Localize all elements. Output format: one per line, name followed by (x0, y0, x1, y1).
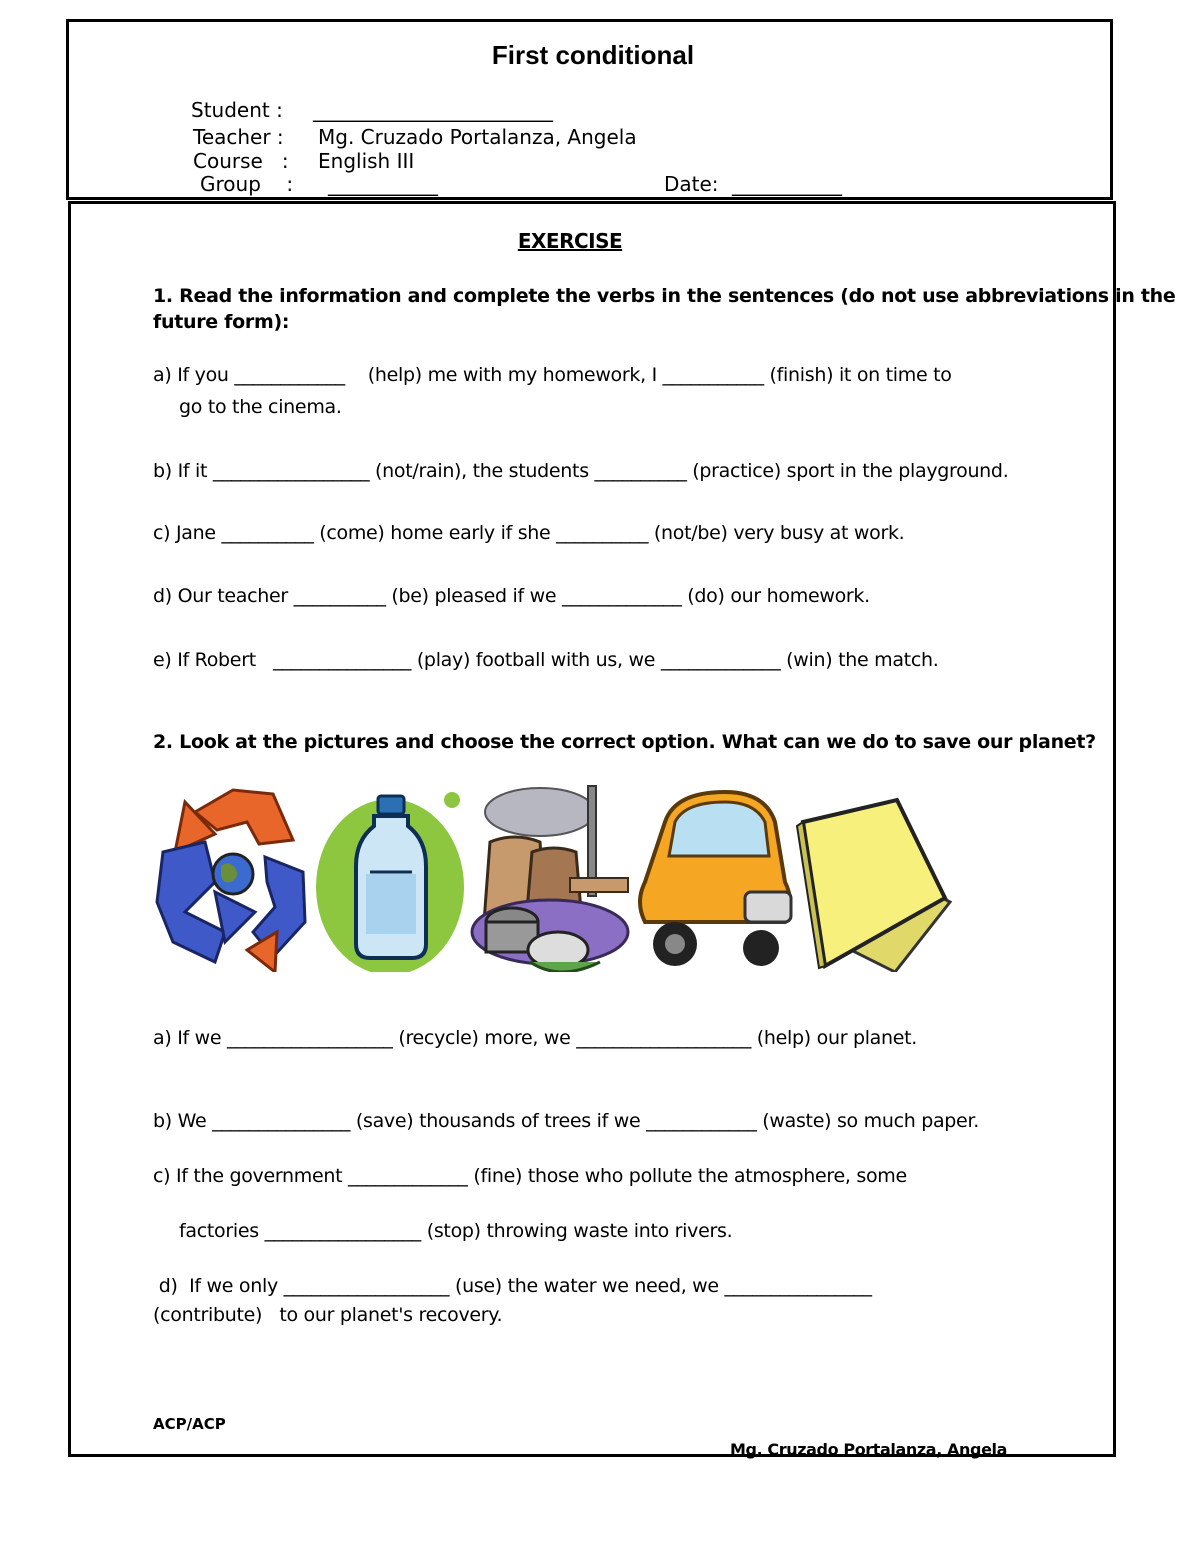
exercise-heading: EXERCISE (517, 229, 623, 253)
factory-icon (470, 782, 630, 972)
q2-item-d-line2: (contribute) to our planet's recovery. (153, 1304, 503, 1326)
bottle-icon (312, 782, 467, 972)
teacher-value: Mg. Cruzado Portalanza, Angela (318, 125, 637, 149)
q2-instruction: 2. Look at the pictures and choose the correct option. What can we do to save our planet? (153, 731, 1096, 753)
group-label: Group : (200, 172, 294, 196)
q2-item-d-line1: d) If we only __________________ (use) the water we need, we ________________ (153, 1275, 872, 1297)
q1-item-a-line1: a) If you ____________ (help) me with my homework, I ___________ (finish) it on time to (153, 364, 952, 386)
group-field[interactable]: ___________ (328, 172, 438, 196)
recycle-arrow (175, 790, 293, 852)
student-field[interactable]: ________________________ (313, 98, 553, 122)
q2-item-a: a) If we __________________ (recycle) more, we ___________________ (help) our planet. (153, 1027, 918, 1049)
car-wheel (743, 930, 779, 966)
course-value: English III (318, 149, 415, 173)
notepad-icon (795, 782, 955, 972)
recycle-icon (155, 782, 310, 972)
footer-initials: ACP/ACP (153, 1415, 226, 1433)
date-label: Date: (664, 172, 719, 196)
q1-item-c: c) Jane __________ (come) home early if she __________ (not/be) very busy at work. (153, 522, 905, 544)
q2-item-c-line1: c) If the government _____________ (fine) those who pollute the atmosphere, some (153, 1165, 907, 1187)
q1-item-d: d) Our teacher __________ (be) pleased if we _____________ (do) our homework. (153, 585, 870, 607)
footer-author: Mg. Cruzado Portalanza, Angela (730, 1440, 1008, 1459)
page-title: First conditional (491, 40, 695, 70)
smoke-cloud (485, 788, 595, 836)
q1-item-e: e) If Robert _______________ (play) football with us, we _____________ (win) the match. (153, 649, 939, 671)
q2-item-b: b) We _______________ (save) thousands of trees if we ____________ (waste) so much paper. (153, 1110, 979, 1132)
q1-instruction-line1: 1. Read the information and complete the verbs in the sentences (do not use abbreviations in the (153, 285, 1176, 307)
q1-item-a-line2: go to the cinema. (179, 396, 342, 418)
teacher-label: Teacher : (193, 125, 284, 149)
q1-instruction-line2: future form): (153, 311, 290, 333)
course-label: Course : (193, 149, 289, 173)
car-icon (635, 782, 795, 972)
q2-item-c-line2: factories _________________ (stop) throwing waste into rivers. (179, 1220, 733, 1242)
q1-item-b: b) If it _________________ (not/rain), the students __________ (practice) sport in the playground. (153, 460, 1009, 482)
student-label: Student : (191, 98, 283, 122)
recycle-arrow (247, 857, 305, 972)
date-field[interactable]: ___________ (732, 172, 842, 196)
